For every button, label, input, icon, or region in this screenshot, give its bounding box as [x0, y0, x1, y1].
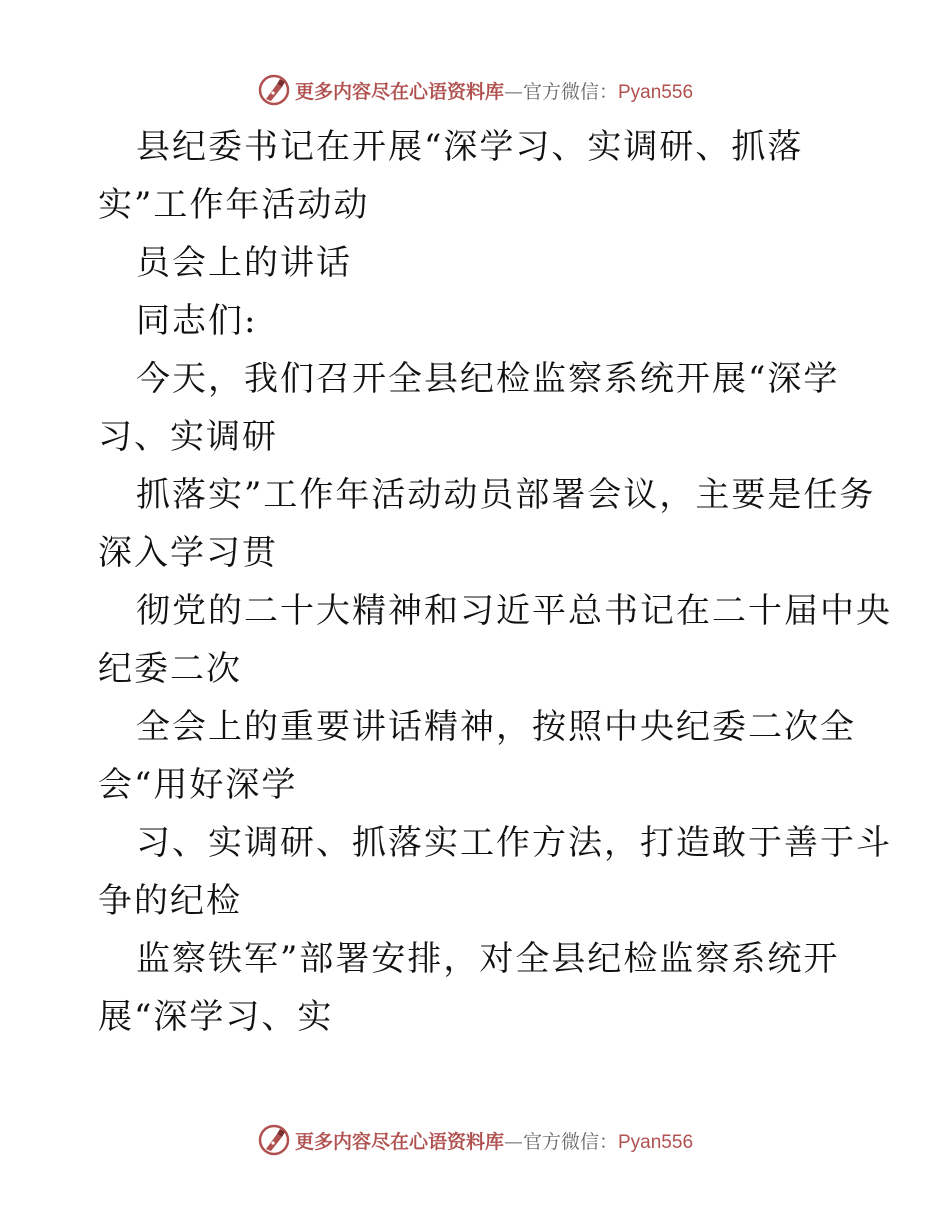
- paragraph-line: 习、实调研、抓落实工作方法，打造敢于善于斗: [136, 823, 892, 863]
- paragraph-line: 展“深学习、实: [98, 997, 334, 1037]
- banner-site-text: 更多内容尽在心语资料库: [294, 1130, 504, 1153]
- header-banner: [0, 70, 950, 110]
- paragraph-line: 监察铁军”部署安排，对全县纪检监察系统开: [136, 939, 840, 979]
- paragraph-line: 今天，我们召开全县纪检监察系统开展“深学: [136, 359, 840, 399]
- paragraph-line: 习、实调研: [98, 417, 278, 457]
- title-line-3: 员会上的讲话: [136, 243, 352, 283]
- paragraph-line: 纪委二次: [98, 649, 242, 689]
- banner-wechat-label: 官方微信：: [522, 1130, 618, 1153]
- banner-text: [295, 77, 693, 104]
- salutation: 同志们:: [136, 301, 258, 341]
- paragraph-line: 全会上的重要讲话精神，按照中央纪委二次全: [136, 707, 856, 747]
- banner-wechat-id: Pyan556: [618, 1131, 694, 1153]
- title-line-1: 县纪委书记在开展“深学习、实调研、抓落: [136, 127, 804, 167]
- document-body: [98, 118, 892, 1046]
- footer-banner: [0, 1120, 950, 1160]
- title-line-2: 实”工作年活动动: [98, 185, 370, 225]
- banner-wechat-label: 官方微信：: [522, 80, 618, 103]
- paragraph-line: 深入学习贯: [98, 533, 278, 573]
- paragraph-line: 彻党的二十大精神和习近平总书记在二十届中央: [136, 591, 892, 631]
- banner-dash: —: [503, 80, 523, 103]
- banner-text: [295, 1127, 693, 1154]
- pen-logo-icon: [257, 73, 291, 107]
- paragraph-line: 争的纪检: [98, 881, 242, 921]
- paragraph-line: 会“用好深学: [98, 765, 298, 805]
- banner-site-text: 更多内容尽在心语资料库: [294, 80, 504, 103]
- banner-dash: —: [503, 1130, 523, 1153]
- pen-logo-icon: [257, 1123, 291, 1157]
- paragraph-line: 抓落实”工作年活动动员部署会议，主要是任务: [136, 475, 876, 515]
- banner-wechat-id: Pyan556: [618, 81, 694, 103]
